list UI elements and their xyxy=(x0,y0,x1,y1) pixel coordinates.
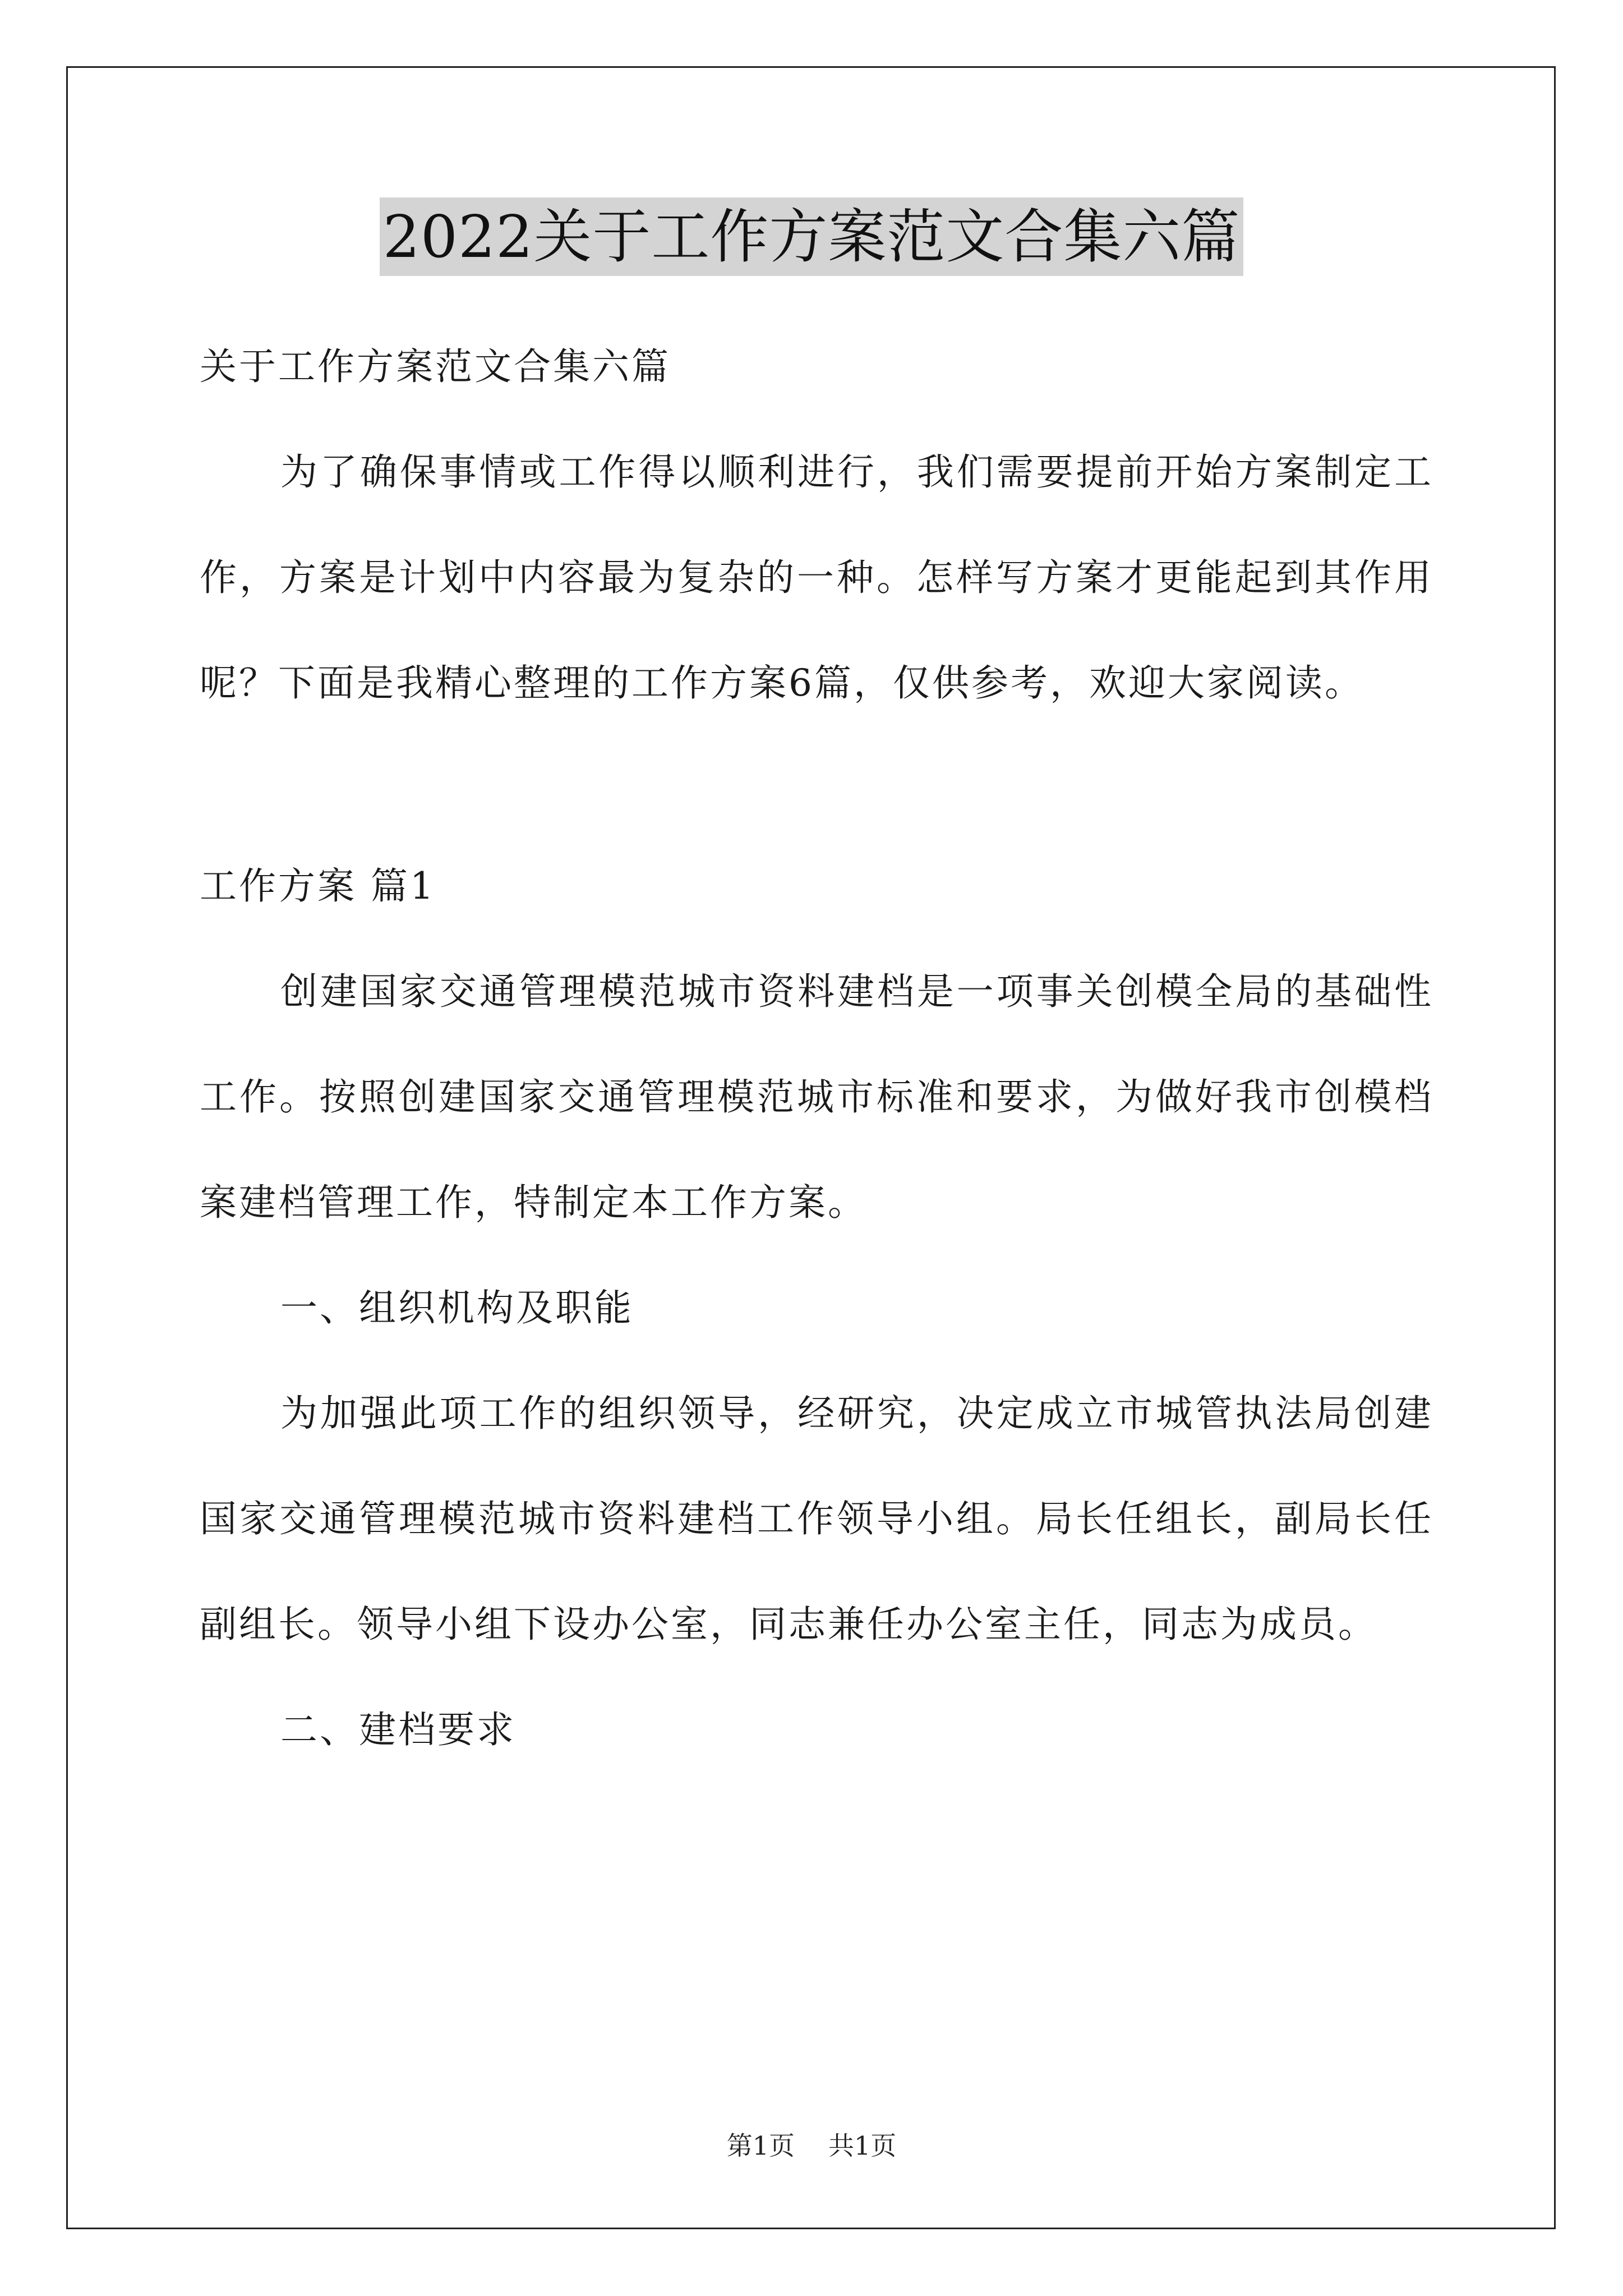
organization-paragraph: 为加强此项工作的组织领导，经研究，决定成立市城管执法局创建国家交通管理模范城市资料建档工作领导小组。局长任组长，副局长任副组长。领导小组下设办公室，同志兼任办公室主任，同志为成员。 xyxy=(200,1392,1433,1646)
heading-organization: 一、组织机构及职能 xyxy=(280,1286,634,1329)
intro-paragraph: 为了确保事情或工作得以顺利进行，我们需要提前开始方案制定工作，方案是计划中内容最为复杂的一种。怎样写方案才更能起到其作用呢？下面是我精心整理的工作方案6篇，仅供参考，欢迎大家阅读。 xyxy=(200,450,1433,705)
page-number-current: 第1页 xyxy=(726,2131,795,2161)
section-intro-paragraph: 创建国家交通管理模范城市资料建档是一项事关创模全局的基础性工作。按照创建国家交通管理模范城市标准和要求，为做好我市创模档案建档管理工作，特制定本工作方案。 xyxy=(200,970,1433,1224)
section-heading: 工作方案 篇1 xyxy=(200,864,436,908)
heading-requirements: 二、建档要求 xyxy=(280,1708,516,1751)
page-footer xyxy=(0,2129,1623,2162)
document-title: 2022关于工作方案范文合集六篇 xyxy=(380,197,1244,276)
page-number-total: 共1页 xyxy=(828,2131,897,2161)
document-subtitle: 关于工作方案范文合集六篇 xyxy=(200,345,671,388)
title-container xyxy=(0,197,1623,276)
document-body xyxy=(200,314,1433,1783)
